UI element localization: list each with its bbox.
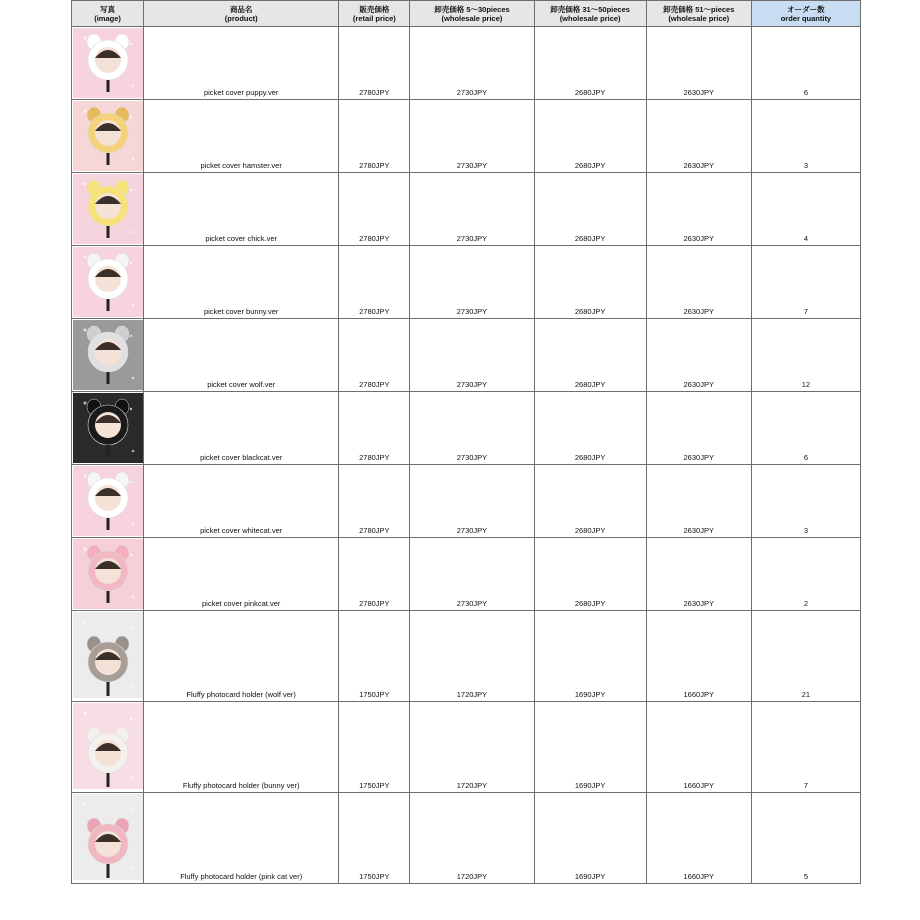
table-row <box>72 392 861 465</box>
product-image-cell <box>72 246 144 319</box>
wholesale-price-31-50: 1690JPY <box>534 793 646 884</box>
order-quantity: 21 <box>751 611 860 702</box>
order-quantity: 7 <box>751 246 860 319</box>
product-image-cell <box>72 27 144 100</box>
product-name: picket cover pinkcat.ver <box>144 538 339 611</box>
order-quantity: 3 <box>751 465 860 538</box>
header-product: 商品名 (product) <box>144 1 339 27</box>
product-name: picket cover hamster.ver <box>144 100 339 173</box>
order-quantity: 6 <box>751 392 860 465</box>
wholesale-price-5-30: 2730JPY <box>410 27 534 100</box>
retail-price: 1750JPY <box>339 611 410 702</box>
product-image-cell <box>72 100 144 173</box>
wolf-picket-cover-photo <box>73 320 143 390</box>
order-quantity: 4 <box>751 173 860 246</box>
wholesale-price-51-plus: 2630JPY <box>646 465 751 538</box>
wholesale-price-51-plus: 2630JPY <box>646 100 751 173</box>
table-row <box>72 173 861 246</box>
wholesale-price-5-30: 1720JPY <box>410 793 534 884</box>
product-image-cell <box>72 173 144 246</box>
hamster-picket-cover-photo <box>73 101 143 171</box>
wholesale-price-51-plus: 2630JPY <box>646 27 751 100</box>
wholesale-price-31-50: 2680JPY <box>534 246 646 319</box>
order-quantity: 7 <box>751 702 860 793</box>
retail-price: 2780JPY <box>339 173 410 246</box>
header-retail-price: 販売価格 (retail price) <box>339 1 410 27</box>
product-image-cell <box>72 611 144 702</box>
wholesale-price-5-30: 2730JPY <box>410 319 534 392</box>
order-quantity: 2 <box>751 538 860 611</box>
wholesale-price-5-30: 2730JPY <box>410 465 534 538</box>
puppy-picket-cover-photo <box>73 28 143 98</box>
wholesale-price-5-30: 2730JPY <box>410 246 534 319</box>
retail-price: 1750JPY <box>339 793 410 884</box>
wholesale-price-31-50: 2680JPY <box>534 538 646 611</box>
retail-price: 2780JPY <box>339 538 410 611</box>
wholesale-price-31-50: 1690JPY <box>534 611 646 702</box>
table-row <box>72 27 861 100</box>
wholesale-price-5-30: 2730JPY <box>410 173 534 246</box>
whitecat-picket-cover-photo <box>73 466 143 536</box>
table-row <box>72 246 861 319</box>
product-image-cell <box>72 538 144 611</box>
product-name: picket cover whitecat.ver <box>144 465 339 538</box>
wholesale-price-51-plus: 1660JPY <box>646 793 751 884</box>
product-image-cell <box>72 702 144 793</box>
product-name: Fluffy photocard holder (bunny ver) <box>144 702 339 793</box>
product-name: picket cover blackcat.ver <box>144 392 339 465</box>
wholesale-price-51-plus: 2630JPY <box>646 392 751 465</box>
product-name: picket cover wolf.ver <box>144 319 339 392</box>
wholesale-price-51-plus: 1660JPY <box>646 702 751 793</box>
pinkcat-picket-cover-photo <box>73 539 143 609</box>
product-name: Fluffy photocard holder (pink cat ver) <box>144 793 339 884</box>
product-name: picket cover bunny.ver <box>144 246 339 319</box>
header-image: 写真 (image) <box>72 1 144 27</box>
chick-picket-cover-photo <box>73 174 143 244</box>
header-wholesale-51-plus: 卸売価格 51〜pieces (wholesale price) <box>646 1 751 27</box>
retail-price: 2780JPY <box>339 392 410 465</box>
pinkcat-photocard-holder-photo <box>73 794 143 880</box>
order-quantity: 5 <box>751 793 860 884</box>
wholesale-price-31-50: 2680JPY <box>534 100 646 173</box>
table-row <box>72 702 861 793</box>
wholesale-price-31-50: 2680JPY <box>534 173 646 246</box>
product-image-cell <box>72 392 144 465</box>
wolf-photocard-holder-photo <box>73 612 143 698</box>
product-name: picket cover puppy.ver <box>144 27 339 100</box>
table-row <box>72 538 861 611</box>
retail-price: 2780JPY <box>339 465 410 538</box>
product-image-cell <box>72 793 144 884</box>
retail-price: 1750JPY <box>339 702 410 793</box>
wholesale-price-5-30: 1720JPY <box>410 702 534 793</box>
retail-price: 2780JPY <box>339 27 410 100</box>
header-row <box>72 1 861 27</box>
header-order-quantity: オーダー数 order quantity <box>751 1 860 27</box>
product-name: picket cover chick.ver <box>144 173 339 246</box>
wholesale-price-51-plus: 2630JPY <box>646 319 751 392</box>
wholesale-price-5-30: 2730JPY <box>410 538 534 611</box>
wholesale-price-51-plus: 1660JPY <box>646 611 751 702</box>
retail-price: 2780JPY <box>339 319 410 392</box>
product-image-cell <box>72 319 144 392</box>
wholesale-price-51-plus: 2630JPY <box>646 538 751 611</box>
order-quantity: 12 <box>751 319 860 392</box>
bunny-photocard-holder-photo <box>73 703 143 789</box>
order-quantity: 6 <box>751 27 860 100</box>
blackcat-picket-cover-photo <box>73 393 143 463</box>
wholesale-price-5-30: 1720JPY <box>410 611 534 702</box>
table-row <box>72 465 861 538</box>
wholesale-price-51-plus: 2630JPY <box>646 246 751 319</box>
header-wholesale-5-30: 卸売価格 5〜30pieces (wholesale price) <box>410 1 534 27</box>
order-quantity: 3 <box>751 100 860 173</box>
header-wholesale-31-50: 卸売価格 31〜50pieces (wholesale price) <box>534 1 646 27</box>
wholesale-price-31-50: 2680JPY <box>534 27 646 100</box>
retail-price: 2780JPY <box>339 246 410 319</box>
product-name: Fluffy photocard holder (wolf ver) <box>144 611 339 702</box>
table-row <box>72 100 861 173</box>
wholesale-price-5-30: 2730JPY <box>410 392 534 465</box>
wholesale-price-31-50: 2680JPY <box>534 465 646 538</box>
bunny-picket-cover-photo <box>73 247 143 317</box>
wholesale-price-31-50: 2680JPY <box>534 392 646 465</box>
wholesale-price-5-30: 2730JPY <box>410 100 534 173</box>
retail-price: 2780JPY <box>339 100 410 173</box>
order-sheet-table <box>71 0 861 884</box>
table-row <box>72 319 861 392</box>
table-row <box>72 611 861 702</box>
product-image-cell <box>72 465 144 538</box>
wholesale-price-51-plus: 2630JPY <box>646 173 751 246</box>
wholesale-price-31-50: 1690JPY <box>534 702 646 793</box>
wholesale-price-31-50: 2680JPY <box>534 319 646 392</box>
table-row <box>72 793 861 884</box>
